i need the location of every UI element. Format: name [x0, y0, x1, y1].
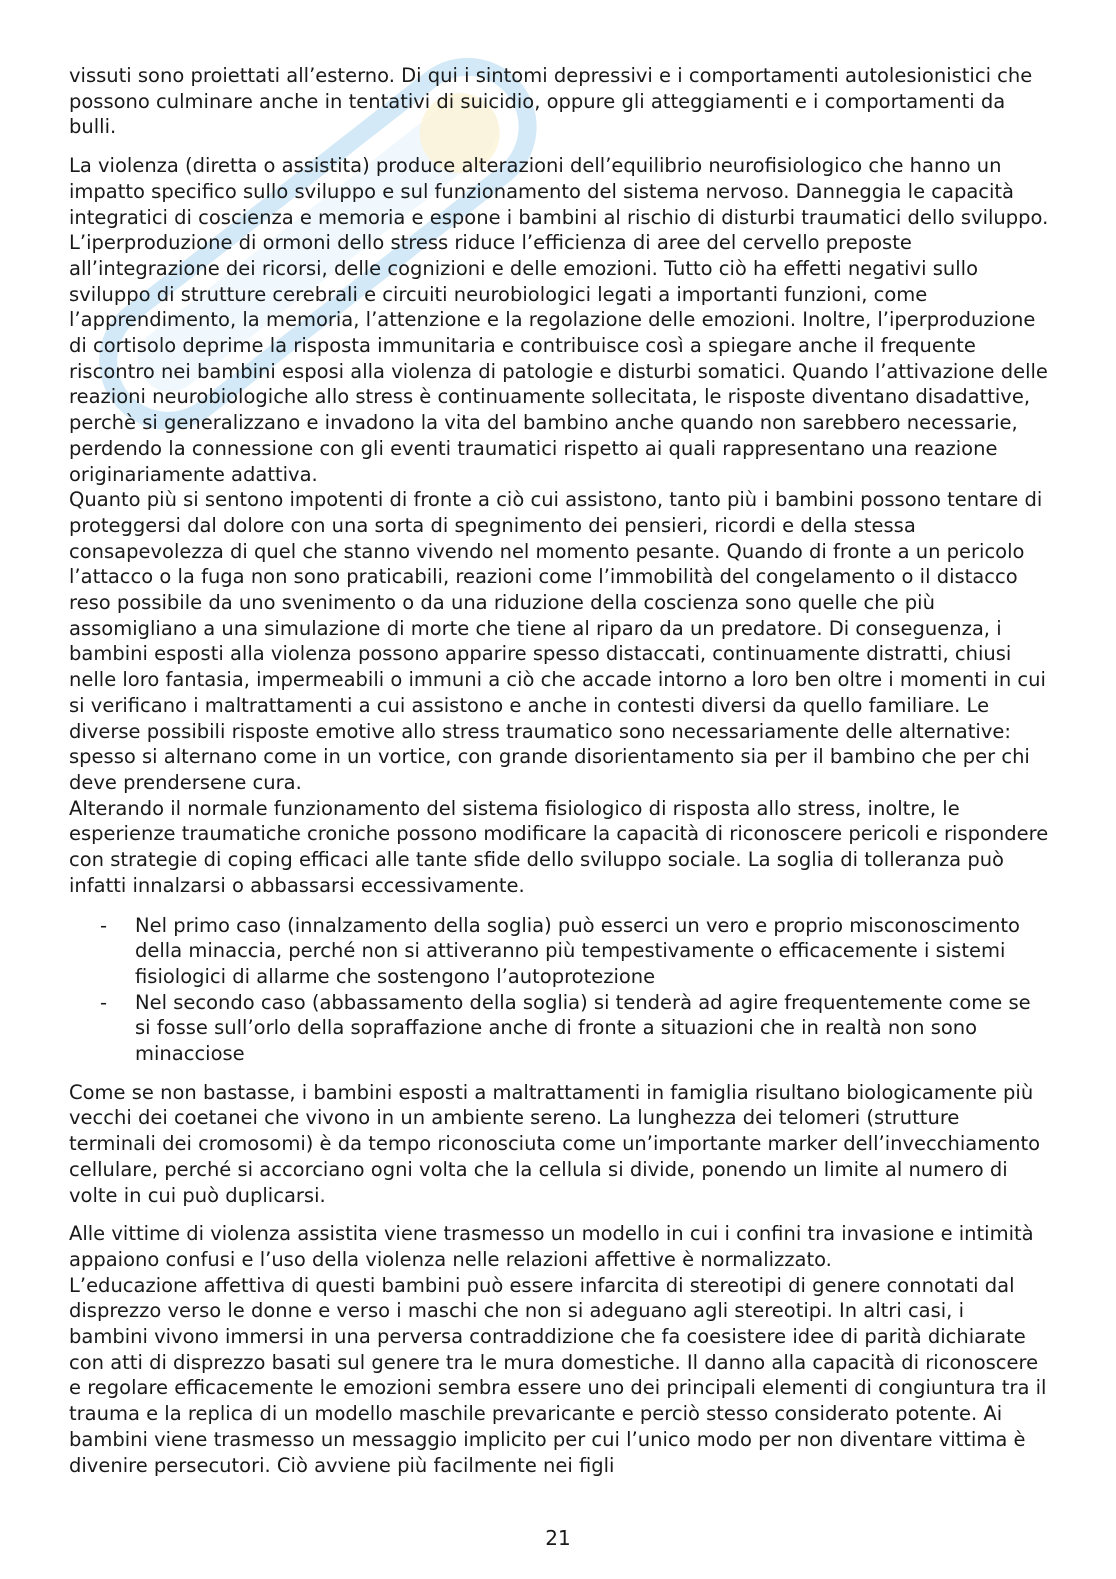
list-dash-marker: -: [100, 913, 108, 937]
paragraph: Quanto più si sentono impotenti di fronte a ciò cui assistono, tanto più i bambini possono tentare di proteggersi dal dolore con una sorta di spegnimento dei pensieri, ricordi e della stessa consapevolezza di quel che stanno vivendo nel momento pesante. Quando di fronte a un pericolo l’attacco o la fuga non sono praticabili, reazioni come l’immobilità del congelamento o il distacco reso possibile da uno svenimento o da una riduzione della coscienza sono quelle che più assomigliano a una simulazione di morte che tiene al riparo da un predatore. Di conseguenza, i bambini esposti alla violenza possono apparire spesso distaccati, continuamente distratti, chiusi nelle loro fantasia, impermeabili o immuni a ciò che accade intorno a loro ben oltre i momenti in cui si verificano i maltrattamenti a cui assistono e anche in contesti diversi da quello familiare. Le diverse possibili risposte emotive allo stress traumatico sono necessariamente delle alternative: spesso si alternano come in un vortice, con grande disorientamento sia per il bambino che per chi deve prendersene cura.: [69, 488, 1046, 794]
list-item: [69, 990, 1049, 1067]
paragraph: Alle vittime di violenza assistita viene trasmesso un modello in cui i confini tra invasione e intimità appaiono confusi e l’uso della violenza nelle relazioni affettive è normalizzato.: [69, 1222, 1034, 1271]
list-dash-marker: -: [100, 990, 108, 1014]
paragraph: Come se non bastasse, i bambini esposti a maltrattamenti in famiglia risultano biologicamente più vecchi dei coetanei che vivono in un ambiente sereno. La lunghezza dei telomeri (strutture terminali dei cromosomi) è da tempo riconosciuta come un’importante marker dell’invecchiamento cellulare, perché si accorciano ogni volta che la cellula si divide, ponendo un limite al numero di volte in cui può duplicarsi.: [69, 1080, 1041, 1207]
list-item-text: Nel secondo caso (abbassamento della soglia) si tenderà ad agire frequentemente come se si fosse sull’orlo della sopraffazione anche di fronte a situazioni che in realtà non sono minacciose: [135, 990, 1031, 1066]
paragraph: Alterando il normale funzionamento del sistema fisiologico di risposta allo stress, inoltre, le esperienze traumatiche croniche possono modificare la capacità di riconoscere pericoli e rispondere con strategie di coping efficaci alle tante sfide dello sviluppo sociale. La soglia di tolleranza può infatti innalzarsi o abbassarsi eccessivamente.: [69, 796, 1049, 897]
page-number: 21: [545, 1526, 571, 1550]
paragraph: vissuti sono proiettati all’esterno. Di qui i sintomi depressivi e i comportamenti autolesionistici che possono culminare anche in tentativi di suicidio, oppure gli atteggiamenti e i comportamenti da bulli.: [69, 64, 1033, 139]
list-item: [69, 913, 1049, 990]
dash-list: [69, 913, 1049, 1067]
paragraph: La violenza (diretta o assistita) produce alterazioni dell’equilibrio neurofisiologico che hanno un impatto specifico sullo sviluppo e sul funzionamento del sistema nervoso. Danneggia le capacità integratici di coscienza e memoria e espone i bambini al rischio di disturbi traumatici dello sviluppo. L’iperproduzione di ormoni dello stress riduce l’efficienza di aree del cervello preposte all’integrazione dei ricorsi, delle cognizioni e delle emozioni. Tutto ciò ha effetti negativi sullo sviluppo di strutture cerebrali e circuiti neurobiologici legati a importanti funzioni, come l’apprendimento, la memoria, l’attenzione e la regolazione delle emozioni. Inoltre, l’iperproduzione di cortisolo deprime la risposta immunitaria e contribuisce così a spiegare anche il frequente riscontro nei bambini esposi alla violenza di patologie e disturbi somatici. Quando l’attivazione delle reazioni neurobiologiche allo stress è continuamente sollecitata, le risposte diventano disadattive, perchè si generalizzano e invadono la vita del bambino anche quando non sarebbero necessarie, perdendo la connessione con gli eventi traumatici rispetto ai quali rappresentano una reazione originariamente adattiva.: [69, 154, 1049, 486]
paragraph: L’educazione affettiva di questi bambini può essere infarcita di stereotipi di genere connotati dal disprezzo verso le donne e verso i maschi che non si adeguano agli stereotipi. In altri casi, i bambini vivono immersi in una perversa contraddizione che fa coesistere idee di parità dichiarate con atti di disprezzo basati sul genere tra le mura domestiche. Il danno alla capacità di riconoscere e regolare efficacemente le emozioni sembra essere uno dei principali elementi di congiuntura tra il trauma e la replica di un modello maschile prevaricante e perciò stesso considerato potente. Ai bambini viene trasmesso un messaggio implicito per cui l’unico modo per non diventare vittima è divenire persecutori. Ciò avviene più facilmente nei figli: [69, 1273, 1047, 1477]
list-item-text: Nel primo caso (innalzamento della soglia) può esserci un vero e proprio misconoscimento della minaccia, perché non si attiveranno più tempestivamente o efficacemente i sistemi fisiologici di allarme che sostengono l’autoprotezione: [135, 913, 1020, 988]
text-body: [69, 63, 1049, 1478]
